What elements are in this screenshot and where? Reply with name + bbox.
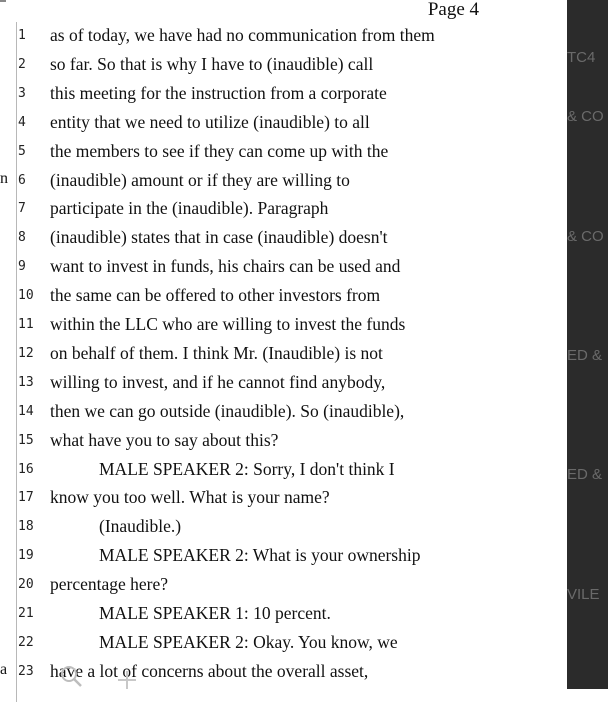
line-text: willing to invest, and if he cannot find anybody, — [50, 371, 386, 392]
line-text: have a lot of concerns about the overall asset, — [50, 660, 369, 681]
transcript-line — [14, 629, 497, 658]
line-number: 19 — [18, 548, 34, 564]
line-text: (Inaudible.) — [99, 516, 182, 537]
line-text: within the LLC who are willing to invest the funds — [50, 314, 406, 334]
line-number: 6 — [18, 172, 26, 188]
line-number: 20 — [18, 577, 34, 593]
transcript-line — [14, 340, 497, 369]
line-text: MALE SPEAKER 2: Okay. You know, we — [99, 631, 398, 652]
line-number: 11 — [18, 317, 34, 332]
line-text: MALE SPEAKER 2: Sorry, I don't think I — [99, 458, 395, 479]
transcript-line — [14, 571, 497, 600]
transcript-line — [14, 138, 497, 167]
line-text: (inaudible) amount or if they are willing to — [50, 169, 350, 190]
transcript-line — [14, 427, 497, 456]
line-text: participate in the (inaudible). Paragraph — [50, 198, 329, 219]
line-number: 4 — [18, 114, 26, 130]
page-edge-mark — [0, 0, 6, 6]
line-number: 12 — [18, 345, 34, 361]
transcript-line — [14, 542, 497, 571]
line-number: 23 — [18, 663, 34, 679]
transcript-line — [14, 398, 497, 427]
transcript-line — [14, 253, 497, 282]
line-text: as of today, we have had no communication from them — [50, 25, 435, 45]
line-text: want to invest in funds, his chairs can be used and — [50, 256, 401, 277]
previous-page-edge — [0, 0, 14, 689]
line-number: 13 — [18, 374, 34, 390]
line-text: MALE SPEAKER 1: 10 percent. — [99, 603, 331, 623]
next-page-edge — [567, 0, 608, 689]
line-text: this meeting for the instruction from a corporate — [50, 82, 387, 103]
right-fragment: VILE — [567, 586, 600, 603]
transcript-line — [14, 369, 497, 398]
transcript-line — [14, 513, 497, 542]
line-number: 10 — [18, 288, 34, 304]
transcript-page — [14, 0, 498, 689]
line-text: what have you to say about this? — [50, 429, 279, 450]
transcript-line — [14, 484, 497, 513]
left-fragment: a — [0, 661, 8, 678]
transcript-line — [14, 51, 497, 80]
line-number: 21 — [18, 606, 34, 621]
right-fragment: ED & — [567, 347, 603, 364]
plus-icon[interactable] — [114, 663, 140, 694]
page-number: Page 4 — [427, 0, 479, 20]
transcript-line — [14, 224, 497, 253]
line-number: 3 — [18, 85, 26, 101]
line-number: 7 — [18, 201, 26, 217]
line-text: then we can go outside (inaudible). So (inaudible), — [50, 400, 405, 421]
left-fragment: n — [0, 170, 8, 187]
page-gap — [497, 0, 567, 689]
transcript-line — [14, 600, 497, 629]
transcript-line — [14, 109, 497, 138]
line-number: 2 — [18, 56, 26, 72]
line-text: the members to see if they can come up with the — [50, 140, 389, 161]
line-text: entity that we need to utilize (inaudible) to all — [50, 111, 370, 132]
line-number: 14 — [18, 403, 34, 419]
line-text: so far. So that is why I have to (inaudible) call — [50, 53, 374, 74]
transcript-line — [14, 167, 497, 196]
transcript-line — [14, 80, 497, 109]
line-text: the same can be offered to other investors from — [50, 285, 381, 306]
viewer-overlay — [58, 663, 148, 689]
line-number: 9 — [18, 259, 26, 275]
right-fragment: ED & — [567, 466, 603, 483]
line-number: 8 — [18, 230, 26, 246]
right-fragment: & CO — [567, 108, 604, 125]
transcript-line — [14, 311, 497, 340]
transcript-line — [14, 195, 497, 224]
line-text: on behalf of them. I think Mr. (Inaudible) is not — [50, 342, 383, 363]
line-number: 5 — [18, 143, 26, 159]
right-fragment: & CO — [567, 228, 604, 245]
line-number: 18 — [18, 519, 34, 535]
line-number: 22 — [18, 634, 34, 650]
right-fragment: TC4 — [567, 49, 596, 66]
line-text: know you too well. What is your name? — [50, 487, 330, 508]
line-number: 17 — [18, 490, 34, 506]
transcript-line — [14, 456, 497, 485]
line-number: 15 — [18, 432, 34, 448]
line-text: (inaudible) states that in case (inaudible) doesn't — [50, 227, 388, 248]
transcript-line — [14, 22, 497, 51]
transcript-line — [14, 282, 497, 311]
line-number: 16 — [18, 461, 34, 477]
zoom-icon[interactable] — [58, 663, 84, 694]
line-number: 1 — [18, 28, 26, 43]
line-text: percentage here? — [50, 574, 169, 595]
line-text: MALE SPEAKER 2: What is your ownership — [99, 545, 421, 566]
